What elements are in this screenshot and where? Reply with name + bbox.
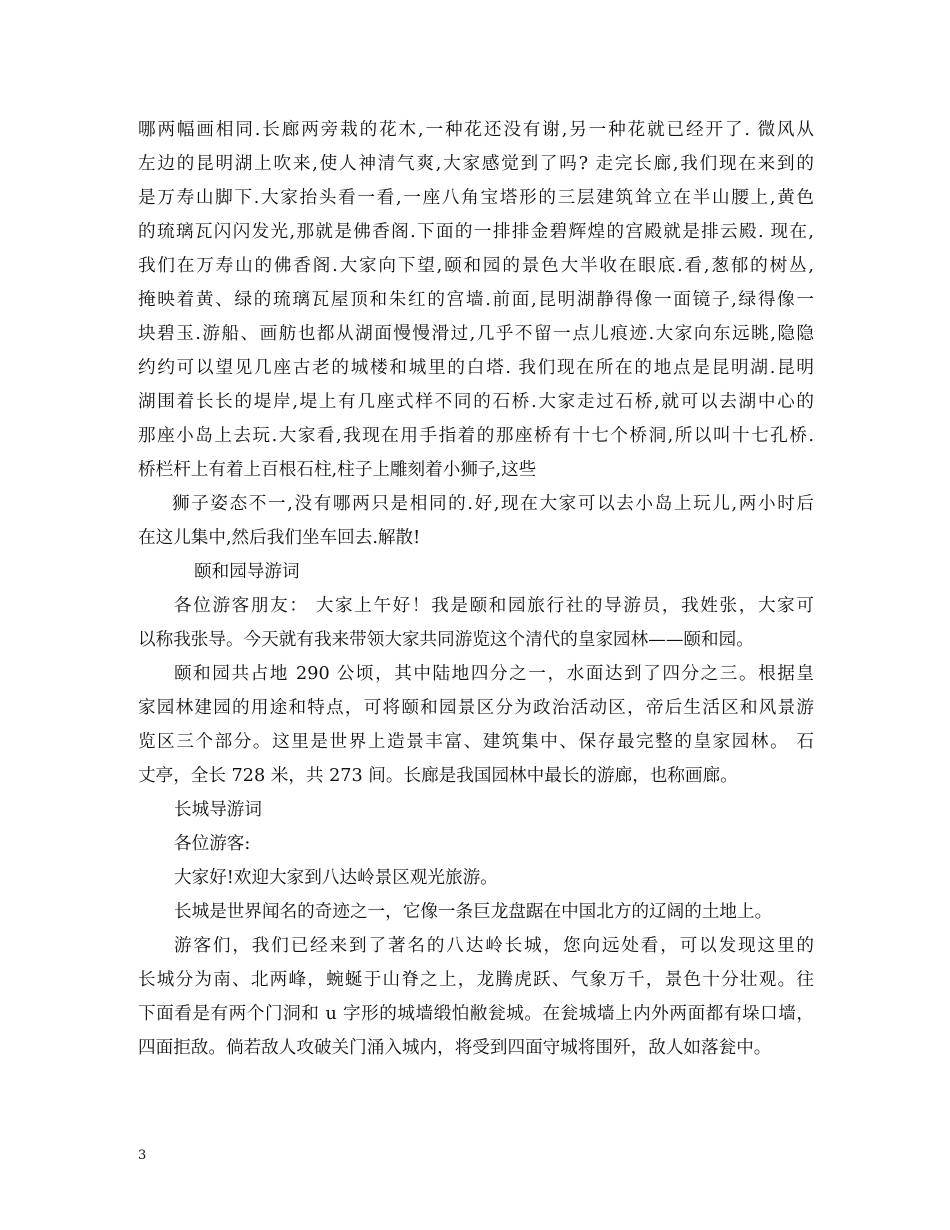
text-line: 我们在万寿山的佛香阁.大家向下望,颐和园的景色大半收在眼底.看,葱郁的树丛, — [138, 256, 814, 276]
text-line: 四面拒敌。倘若敌人攻破关门涌入城内，将受到四面守城将围歼，敌人如落瓮中。 — [138, 1038, 772, 1058]
text-line: 桥栏杆上有着上百根石柱,柱子上雕刻着小狮子,这些 — [138, 460, 537, 480]
text-line: 左边的昆明湖上吹来,使人神清气爽,大家感觉到了吗? 走完长廊,我们现在来到的 — [138, 154, 814, 174]
text-line: 下面看是有两个门洞和 u 字形的城墙缎怕敝瓮城。在瓮城墙上内外两面都有垛口墙， — [138, 1004, 814, 1024]
text-line: 是万寿山脚下.大家抬头看一看,一座八角宝塔形的三层建筑耸立在半山腰上,黄色 — [138, 188, 814, 208]
text-line: 湖围着长长的堤岸,堤上有几座式样不同的石桥.大家走过石桥,就可以去湖中心的 — [138, 392, 814, 412]
text-line: 颐和园共占地 290 公顷，其中陆地四分之一，水面达到了四分之三。根据皇 — [174, 664, 814, 684]
text-line: 的琉璃瓦闪闪发光,那就是佛香阁.下面的一排排金碧辉煌的宫殿就是排云殿. 现在, — [138, 222, 814, 242]
text-line: 哪两幅画相同.长廊两旁栽的花木,一种花还没有谢,另一种花就已经开了. 微风从 — [138, 120, 814, 140]
text-line: 约约可以望见几座古老的城楼和城里的白塔. 我们现在所在的地点是昆明湖.昆明 — [138, 358, 814, 378]
text-line: 那座小岛上去玩.大家看,我现在用手指着的那座桥有十七个桥洞,所以叫十七孔桥. — [138, 426, 814, 446]
text-line: 掩映着黄、绿的琉璃瓦屋顶和朱红的宫墙.前面,昆明湖静得像一面镜子,绿得像一 — [138, 290, 814, 310]
text-line: 各位游客朋友： 大家上午好！我是颐和园旅行社的导游员，我姓张，大家可 — [174, 596, 814, 616]
text-line: 大家好!欢迎大家到八达岭景区观光旅游。 — [174, 868, 498, 888]
text-line: 块碧玉.游船、画舫也都从湖面慢慢滑过,几乎不留一点儿痕迹.大家向东远眺,隐隐 — [138, 324, 814, 344]
page-number: 3 — [138, 1148, 147, 1163]
text-line: 丈亭，全长 728 米，共 273 间。长廊是我国园林中最长的游廊，也称画廊。 — [138, 766, 738, 786]
section-heading-summer-palace: 颐和园导游词 — [194, 562, 300, 582]
text-line: 游客们，我们已经来到了著名的八达岭长城，您向远处看，可以发现这里的 — [174, 936, 814, 956]
text-line: 家园林建园的用途和特点，可将颐和园景区分为政治活动区，帝后生活区和风景游 — [138, 698, 814, 718]
text-line: 长城分为南、北两峰，蜿蜒于山脊之上，龙腾虎跃、气象万千，景色十分壮观。往 — [138, 970, 814, 990]
text-line: 以称我张导。今天就有我来带领大家共同游览这个清代的皇家园林——颐和园。 — [138, 630, 754, 650]
text-line: 各位游客: — [174, 834, 251, 854]
body-text — [138, 113, 814, 1065]
section-heading-great-wall: 长城导游词 — [174, 800, 262, 820]
text-line: 览区三个部分。这里是世界上造景丰富、建筑集中、保存最完整的皇家园林。 石 — [138, 732, 814, 752]
text-line: 狮子姿态不一,没有哪两只是相同的.好,现在大家可以去小岛上玩儿,两小时后 — [172, 494, 814, 514]
text-line: 在这儿集中,然后我们坐车回去.解散! — [138, 528, 421, 548]
text-line: 长城是世界闻名的奇迹之一，它像一条巨龙盘踞在中国北方的辽阔的土地上。 — [174, 902, 773, 922]
